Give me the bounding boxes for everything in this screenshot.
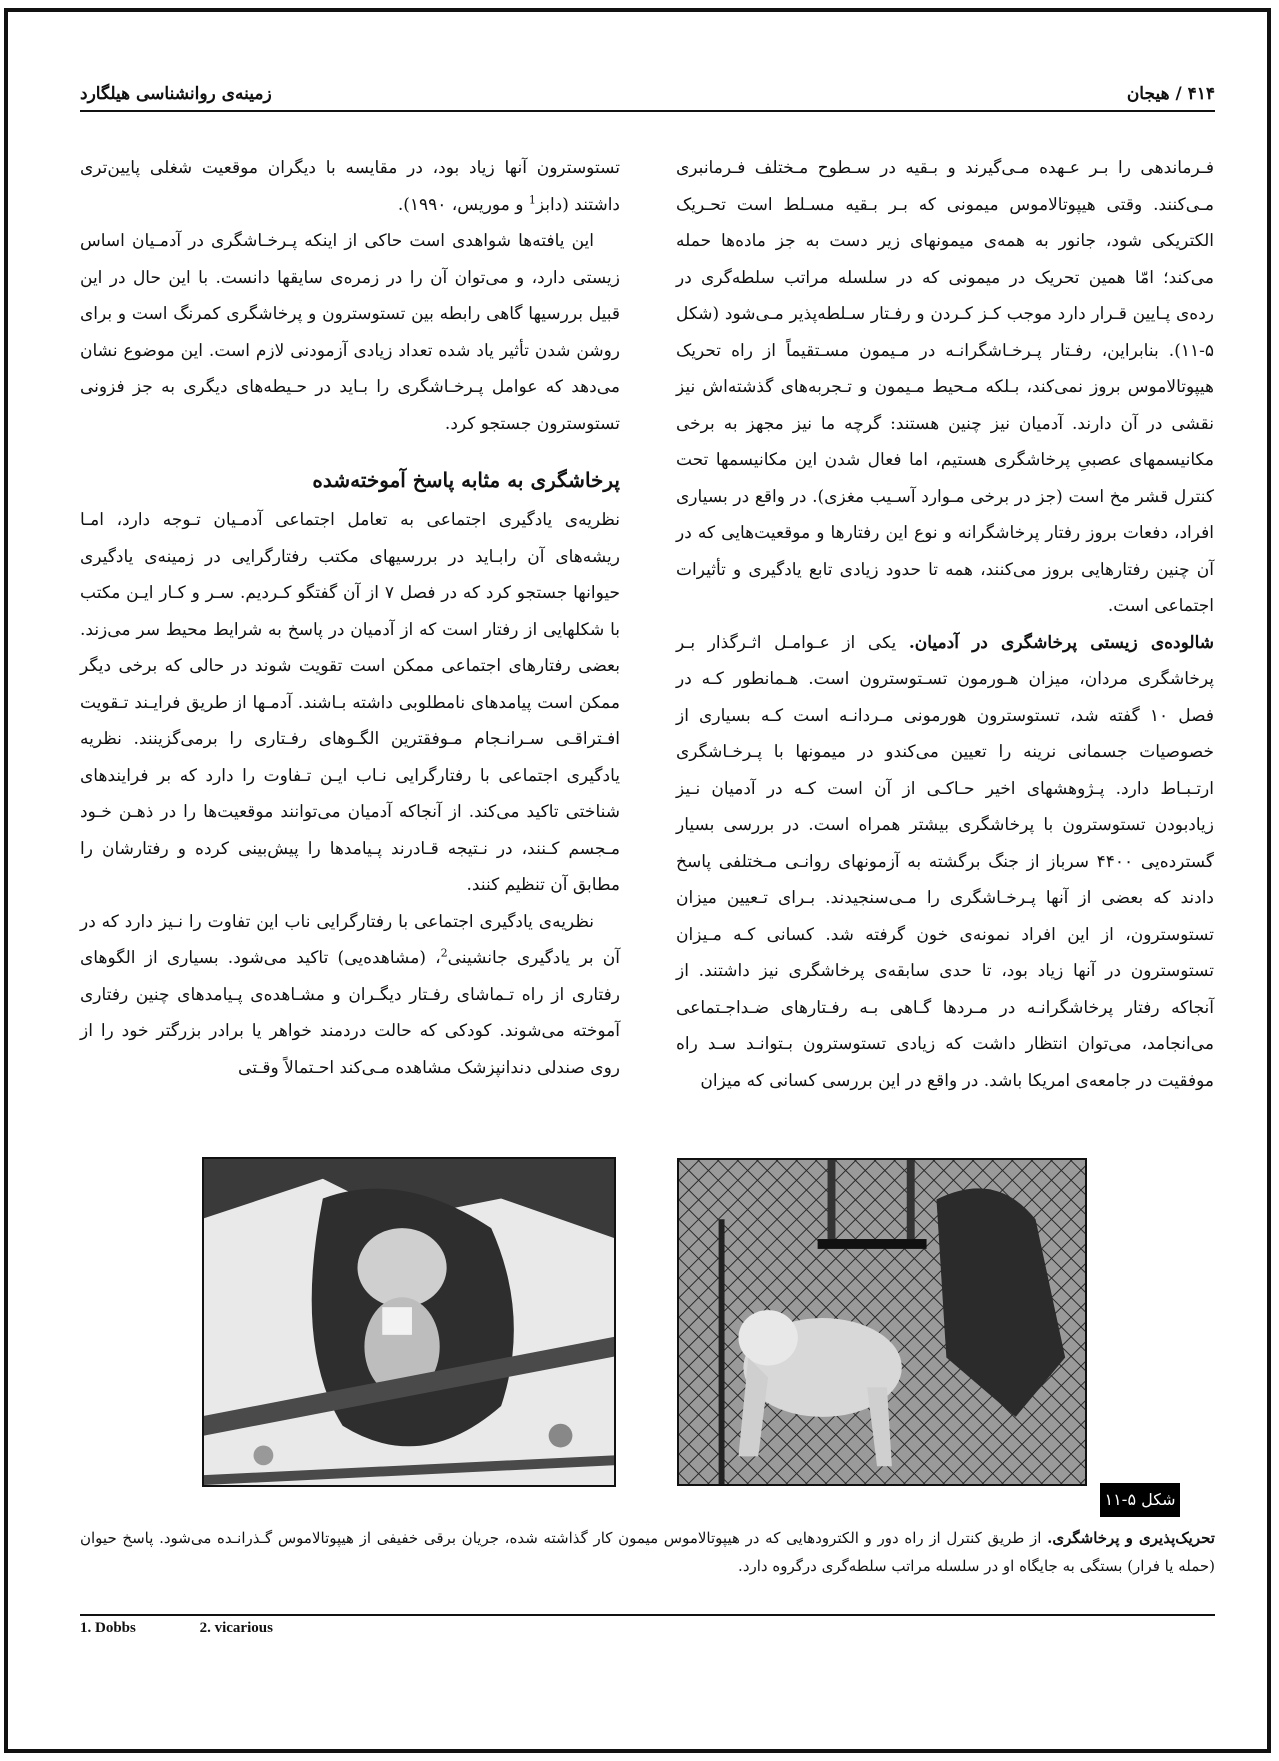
run-in-heading: شالوده‌ی زیستی پرخاشگری در آدمیان. bbox=[908, 632, 1214, 653]
footnote-1: 1. Dobbs bbox=[80, 1620, 136, 1636]
footnotes bbox=[80, 1620, 333, 1637]
page-number-chapter: ۴۱۴ / هیجان bbox=[1126, 84, 1215, 104]
footnote-divider bbox=[80, 1614, 1215, 1616]
paragraph: نظریه‌ی یادگیری اجتماعی به تعامل اجتماعی آدمـیان تـوجه دارد، امـا ریشه‌های آن رابـاید در بررسیهای مکتب رفتارگرایی در زمینه‌ی یادگیری حیوانها جستجو کرد که در فصل ۷ از آن گفتگو کـردیم. سـر و کـار ایـن مکتب با شکلهایی از رفتار است که از آدمیان در پاسخ به شرایط محیط سر می‌زند. بعضی رفتارهای اجتماعی ممکن است تقویت شوند در حالی که برخی دیگر ممکن است پیامدهای نامطلوبی داشته بـاشند. آدمـها از طریق فرایـند تـقویت افـتراقـی سـرانـجام مـوفقترین الگـوهای رفـتاری را برمی‌گزینند. نظریه یادگیری اجتماعی با رفتارگرایی نـاب ایـن تـفاوت را دارد که بر فرایندهای شناختی تاکید می‌کند. از آنجاکه آدمیان می‌توانند موقعیت‌ها را در ذهـن خـود مـجسم کـنند، در نـتیجه قـادرند پـیامدها را پیش‌بینی کرده و رفتارشان را مطابق آن تنظیم کنند. bbox=[80, 510, 620, 895]
monkey-cage-image bbox=[679, 1160, 1085, 1484]
paragraph-text: تستوسترون آنها زیاد بود، در مقایسه با دیگران موقعیت شغلی پایین‌تری داشتند (دابز bbox=[80, 158, 620, 215]
monkey-photo-closeup bbox=[202, 1157, 616, 1487]
paragraph bbox=[80, 150, 620, 223]
paragraph-body: یکی از عـوامـل اثـرگذار بـر پرخاشگری مردان، میزان هـورمون تسـتوسترون است. هـمانطور کـه در فصل ۱۰ گفته شد، تستوسترون هورمونی مـردانـه است کـه بسیاری از خصوصیات جسمانی نرینه را تعیین می‌کندو در میمونها با پـرخـاشگری ارتـبـاط دارد. پـژوهشهای اخیر حـاکـی از آن است کـه در آدمیان نـیز زیادبودن تستوسترون با پرخاشگری بیشتر همراه است. در بررسی بسیار گسترده‌یی ۴۴۰۰ سرباز از جنگ برگشته به آزمونهای روانـی مـختلفی پاسخ دادند که بعضی از آنها پـرخـاشگری را مـی‌سنجیدند. بـرای تـعیین میزان تستوسترون، از این افراد نمونه‌ی خون گرفته شد. کسانی کـه مـیزان تستوسترون در آنها زیاد بود، تا حدی سابقه‌ی پرخاشگری نیز داشتند. از آنجاکه رفتار پرخاشگرانـه در مـردها گـاهی بـه رفـتارهای ضـداجـتماعی می‌انجامد، می‌توان انتظار داشت که زیادی تستوسترون بـتوانـد سـد راه موفقیت در جامعه‌ی امریکا باشد. در واقع در این بررسی کسانی که میزان bbox=[676, 632, 1214, 1091]
figure-label: شکل ۵-۱۱ bbox=[1100, 1483, 1180, 1517]
caption-text: از طریق کنترل از راه دور و الکترودهایی که در هیپوتالاموس میمون کار گذاشته شده، جریان برقی خفیفی از هیپوتالاموس گـذرانـده می‌شود. پاسخ حیوان (حمله یا فرار) بستگی به جایگاه او در سلسله مراتب سلطه‌گری درگروه دارد. bbox=[80, 1529, 1215, 1575]
footnote-ref-2: 2 bbox=[440, 946, 448, 960]
monkey-photo-cage bbox=[677, 1158, 1087, 1486]
footnote-ref-1: 1 bbox=[528, 192, 536, 206]
paragraph bbox=[676, 625, 1214, 1100]
left-text-column bbox=[80, 150, 620, 1086]
monkey-electrode-image bbox=[204, 1159, 614, 1485]
figure-caption bbox=[80, 1524, 1215, 1580]
paragraph-text: و موریس، ۱۹۹۰). bbox=[397, 194, 529, 215]
section-heading: پرخاشگری به مثابه پاسخ آموخته‌شده bbox=[312, 468, 620, 492]
running-header bbox=[80, 80, 1215, 112]
paragraph-text: نظریه‌ی یادگیری اجتماعی با رفتارگرایی ناب این تفاوت را نـیز دارد که در آن بر یادگیری جانشینی bbox=[80, 911, 620, 968]
paragraph: فـرماندهی را بـر عـهده مـی‌گیرند و بـقیه در سـطوح مـختلف فـرمانبری مـی‌کنند. وقتی هیپوتالاموس میمونی که بـر بـقیه مسـلط است تحـریک الکتریکی شود، جانور به همه‌ی میمونهای زیر دست به جز ماده‌ها حمله می‌کند؛ امّا همین تحریک در میمونی که در سلسله مراتب سلطه‌گری در رده‌ی پـایین قـرار دارد موجب کـز کـردن و رفـتار سـلطه‌پذیر مـی‌شود (شکل ۵-۱۱). بنابراین، رفـتار پـرخـاشگرانـه در مـیمون مسـتقیماً از راه تحریک هیپوتالاموس بروز نمی‌کند، بـلکه مـحیط مـیمون و تـجربه‌های گذشته‌اش نیز نقشی در آن دارند. آدمیان نیز چنین هستند: گرچه ما نیز مجهز به برخی مکانیسمهای عصبیِ پرخاشگری هستیم، اما فعال شدن این مکانیسمها تحت کنترل قشر مخ است (جز در برخی مـوارد آسـیب مغزی). در واقع در بسیاری افراد، دفعات بروز رفتار پرخاشگرانه و نوع این رفتارها و موقعیت‌هایی که در آن چنین رفتارهایی بروز می‌کنند، همه تا حدود زیادی تابع یادگیری و تأثیرات اجتماعی است. bbox=[676, 158, 1215, 616]
paragraph bbox=[80, 904, 620, 1087]
paragraph-text: ، (مشاهده‌یی) تاکید می‌شود. بسیاری از الگوهای رفتاری از راه تـماشای رفـتار دیگـران و مشـاهده‌ی پـیامدهای چنین رفتاری آموخته می‌شوند. کودکی که حالت دردمند خواهر یا برادر بزرگتر خود را از روی صندلی دندانپزشک مشاهده مـی‌کند احـتمالاً وقـتی bbox=[80, 948, 620, 1078]
book-title: زمینه‌ی روانشناسی هیلگارد bbox=[80, 84, 272, 104]
right-text-column bbox=[676, 150, 1214, 1099]
paragraph: این یافته‌ها شواهدی است حاکی از اینکه پـرخـاشگری در آدمـیان اساس زیستی دارد، و می‌توان آن را در زمره‌ی سایقها دانست. با این حال در این قبیل بررسیها گاهی رابطه بین تستوسترون و پرخاشگری کمرنگ است و برای روشن شدن تأثیر یاد شده تعداد زیادی آزمودنی لازم است. این موضوع نشان می‌دهد که عوامل پـرخـاشگری را بـاید در حـیطه‌های دیگری به جز فزونی تستوسترون جستجو کرد. bbox=[80, 231, 620, 434]
caption-title: تحریک‌پذیری و پرخاشگری. bbox=[1047, 1529, 1215, 1547]
footnote-2: 2. vicarious bbox=[199, 1620, 273, 1636]
